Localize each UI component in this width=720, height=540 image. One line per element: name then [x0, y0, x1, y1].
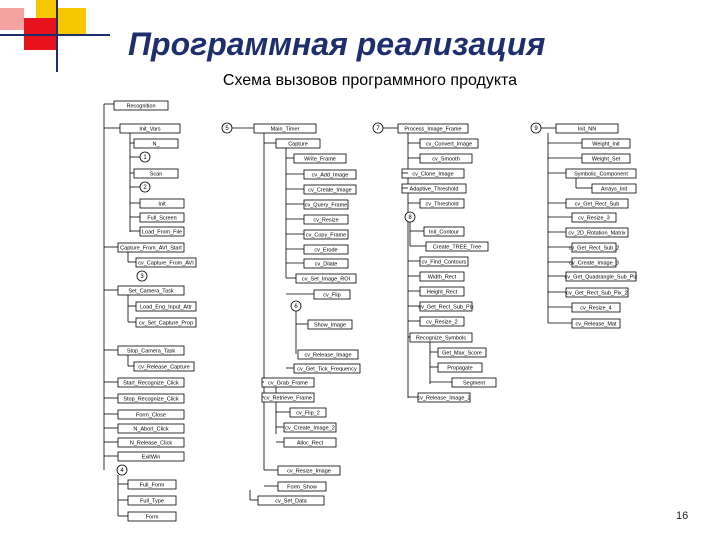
- diagram-box-label: cv_Release_Mat: [575, 321, 617, 328]
- diagram-box-label: Capture: [288, 141, 308, 148]
- diagram-box-label: N_Release_Click: [129, 440, 173, 447]
- diagram-box-label: cv_Release_Image: [304, 352, 352, 359]
- diagram-box-label: Write_Frame: [304, 156, 336, 163]
- diagram-box-label: cv_2D_Rotation_Matrix: [568, 230, 626, 237]
- diagram-box-label: cv_Release_Image_2: [417, 395, 471, 402]
- diagram-box-label: cv_Flip_2: [296, 410, 320, 417]
- diagram-box-label: cv_Get_Tick_Frequency: [297, 366, 357, 373]
- diagram-box-label: Full_Type: [140, 498, 164, 505]
- diagram-box-label: cv_Grab_Frame: [268, 380, 308, 387]
- diagram-box-label: cv_Add_Image: [311, 172, 349, 179]
- diagram-box-label: Recognition: [126, 103, 156, 110]
- diagram-box-label: cv_Release_Capture: [138, 364, 190, 371]
- page-number: 16: [676, 510, 689, 522]
- diagram-box-label: cv_Capture_From_AVI: [138, 260, 194, 267]
- diagram-box-label: cv_Flip: [323, 292, 341, 299]
- connector-label: 9: [534, 126, 538, 132]
- diagram-box-label: Arrays_Init: [600, 186, 628, 193]
- diagram-box-label: Init_NN: [577, 126, 597, 133]
- diagram-box-label: cv_Query_Frame: [304, 202, 348, 209]
- diagram-box-label: N_: [152, 141, 160, 148]
- diagram-box-label: N_Abort_Click: [133, 426, 169, 433]
- diagram-box-label: cv_Resize_3: [578, 215, 610, 222]
- diagram-box-label: Adaptive_Threshold: [409, 186, 459, 193]
- diagram-box-label: cv_Find_Contours: [421, 259, 467, 266]
- diagram-box-label: Main_Timer: [270, 126, 300, 133]
- diagram-box-label: Create_TREE_Tree: [432, 244, 482, 251]
- diagram-box-label: cv_Create_Image: [308, 187, 352, 194]
- diagram-box-label: cv_Copy_Frame: [305, 232, 347, 239]
- diagram-box-label: cv_Get_Rect_Sub_Pix: [418, 304, 474, 311]
- diagram-box-label: Propagate: [447, 365, 473, 372]
- connector-label: 7: [376, 126, 380, 132]
- diagram-box-label: cv_Threshold: [425, 201, 459, 208]
- diagram-box-label: cv_Get_Rect_Sub_Pix_2: [566, 290, 628, 297]
- diagram-box-label: Weight_Init: [592, 141, 620, 148]
- diagram-box-label: cv_Create_Image_3: [569, 260, 619, 267]
- diagram-box-label: cv_Resize: [313, 217, 339, 224]
- diagram-box-label: Form_Show: [287, 484, 317, 491]
- connector-label: 2: [143, 185, 147, 191]
- connector-label: 1: [143, 155, 147, 161]
- diagram-box-label: Symbolic_Component: [574, 171, 628, 178]
- diagram-box-label: ExitWin: [141, 454, 161, 461]
- diagram-box-label: cv_Get_Rect_Sub: [574, 201, 620, 208]
- diagram-box-label: Show_Image: [313, 322, 347, 329]
- diagram-box-label: Get_Max_Score: [442, 350, 482, 357]
- diagram-box-label: cv_Clone_Image: [412, 171, 454, 178]
- slide-title: Программная реализация: [128, 26, 546, 62]
- diagram-box-label: Stop_Recognize_Click: [123, 396, 179, 403]
- diagram-box-label: Init_Vars: [139, 126, 161, 133]
- diagram-box-label: Scan: [149, 171, 163, 178]
- connector-label: 8: [408, 215, 412, 221]
- diagram-box-label: cv_Smooth: [432, 156, 460, 163]
- diagram-box-label: cv_Get_Rect_Sub_2: [568, 245, 620, 252]
- diagram-box-label: Width_Rect: [427, 274, 457, 281]
- diagram-box-label: Capture_From_AVI_Start: [120, 245, 182, 252]
- diagram-box-label: cv_Create_Image_2: [285, 425, 335, 432]
- slide-subtitle: Схема вызовов программного продукта: [222, 72, 518, 89]
- connector-label: 5: [225, 126, 229, 132]
- diagram-box-label: Recognize_Symbols: [415, 335, 467, 342]
- diagram-box-label: cv_Resize_4: [580, 305, 612, 312]
- diagram-box-label: Alloc_Rect: [296, 440, 324, 447]
- diagram-box-label: cv_Get_Quadrangle_Sub_Pix: [564, 274, 638, 281]
- diagram-box-label: Set_Camera_Task: [128, 288, 174, 295]
- diagram-box-label: Full_Form: [139, 482, 165, 489]
- diagram-box-label: Form_Close: [136, 412, 166, 419]
- diagram-box-label: Form: [145, 514, 159, 521]
- diagram-box-label: cv_Set_Capture_Prop: [138, 320, 194, 327]
- diagram-box-label: cv_Resize_Image: [287, 468, 331, 475]
- diagram-box-label: Load_From_File: [141, 229, 183, 236]
- diagram-box-label: cv_Convert_Image: [425, 141, 473, 148]
- diagram-box-label: Process_Image_Frame: [404, 126, 462, 133]
- diagram-box-label: cv_Set_Data: [275, 498, 307, 505]
- diagram-box-label: Load_Eng_Input_Attr: [140, 304, 192, 311]
- diagram-box-label: cv_Dilate: [314, 261, 338, 268]
- diagram-box-label: cv_Retrieve_Frame: [264, 395, 312, 402]
- diagram-box-label: Start_Recognize_Click: [123, 380, 179, 387]
- connector-label: 6: [294, 304, 298, 310]
- diagram-box-label: cv_Erode: [314, 247, 338, 254]
- diagram-box-label: Init: [158, 201, 166, 208]
- diagram-box-label: Full_Screen: [147, 215, 177, 222]
- diagram-box-label: cv_Set_Image_ROI: [302, 276, 350, 283]
- diagram-box-label: Segment: [462, 380, 486, 387]
- connector-label: 3: [140, 274, 144, 280]
- diagram-box-label: Init_Contour: [429, 229, 459, 236]
- diagram-box-label: Height_Rect: [426, 289, 458, 296]
- connector-label: 4: [120, 468, 124, 474]
- diagram-box-label: Weight_Set: [591, 156, 621, 163]
- diagram-box-label: Stop_Camera_Task: [126, 348, 176, 355]
- diagram-box-label: cv_Resize_2: [426, 319, 458, 326]
